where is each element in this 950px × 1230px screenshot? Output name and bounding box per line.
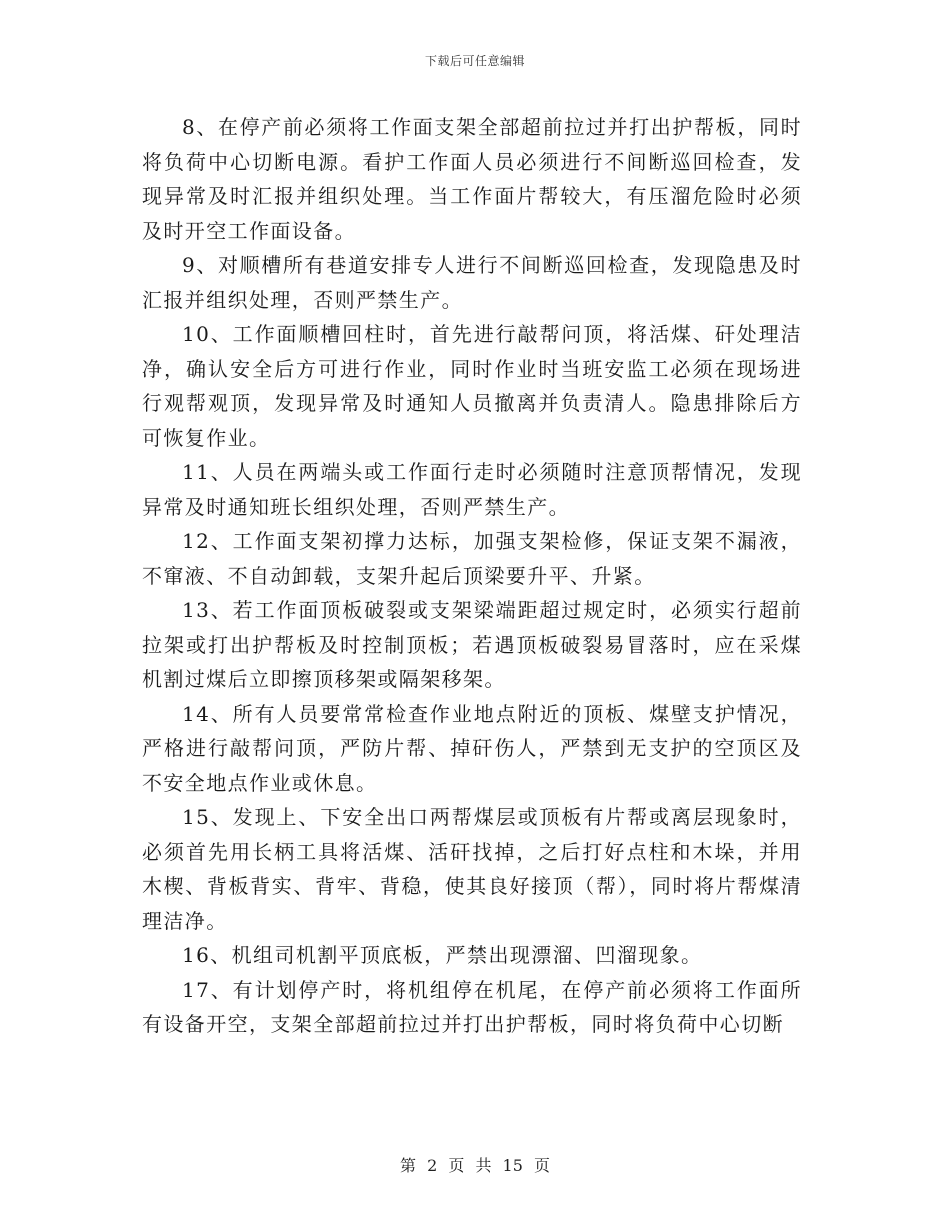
paragraph-10: 10、工作面顺槽回柱时，首先进行敲帮问顶，将活煤、矸处理洁净，确认安全后方可进行作业，同时作业时当班安监工必须在现场进行观帮观顶，发现异常及时通知人员撤离并负责清人。隐患排除后方可恢复作业。	[142, 322, 802, 450]
document-body	[142, 110, 802, 1042]
paragraph-8: 8、在停产前必须将工作面支架全部超前拉过并打出护帮板，同时将负荷中心切断电源。看护工作面人员必须进行不间断巡回检查，发现异常及时汇报并组织处理。当工作面片帮较大，有压溜危险时必须及时开空工作面设备。	[142, 115, 802, 243]
paragraph-17: 17、有计划停产时，将机组停在机尾，在停产前必须将工作面所有设备开空，支架全部超前拉过并打出护帮板，同时将负荷中心切断	[142, 977, 802, 1036]
page-number-footer: 第 2 页 共 15 页	[400, 1156, 550, 1175]
paragraph-15: 15、发现上、下安全出口两帮煤层或顶板有片帮或离层现象时，必须首先用长柄工具将活煤、活矸找掉，之后打好点柱和木垛，并用木楔、背板背实、背牢、背稳，使其良好接顶（帮），同时将片帮煤清理洁净。	[142, 805, 802, 933]
paragraph-14: 14、所有人员要常常检查作业地点附近的顶板、煤壁支护情况，严格进行敲帮问顶，严防片帮、掉矸伤人，严禁到无支护的空顶区及不安全地点作业或休息。	[142, 701, 802, 795]
paragraph-13: 13、若工作面顶板破裂或支架梁端距超过规定时，必须实行超前拉架或打出护帮板及时控制顶板；若遇顶板破裂易冒落时，应在采煤机割过煤后立即擦顶移架或隔架移架。	[142, 598, 802, 691]
paragraph-11: 11、人员在两端头或工作面行走时必须随时注意顶帮情况，发现异常及时通知班长组织处理，否则严禁生产。	[142, 460, 802, 519]
paragraph-12: 12、工作面支架初撑力达标，加强支架检修，保证支架不漏液，不窜液、不自动卸载，支架升起后顶梁要升平、升紧。	[142, 529, 802, 588]
paragraph-16: 16、机组司机割平顶底板，严禁出现漂溜、凹溜现象。	[182, 943, 703, 967]
paragraph-9: 9、对顺槽所有巷道安排专人进行不间断巡回检查，发现隐患及时汇报并组织处理，否则严禁生产。	[142, 253, 802, 312]
page-header: 下载后可任意编辑	[424, 54, 525, 68]
